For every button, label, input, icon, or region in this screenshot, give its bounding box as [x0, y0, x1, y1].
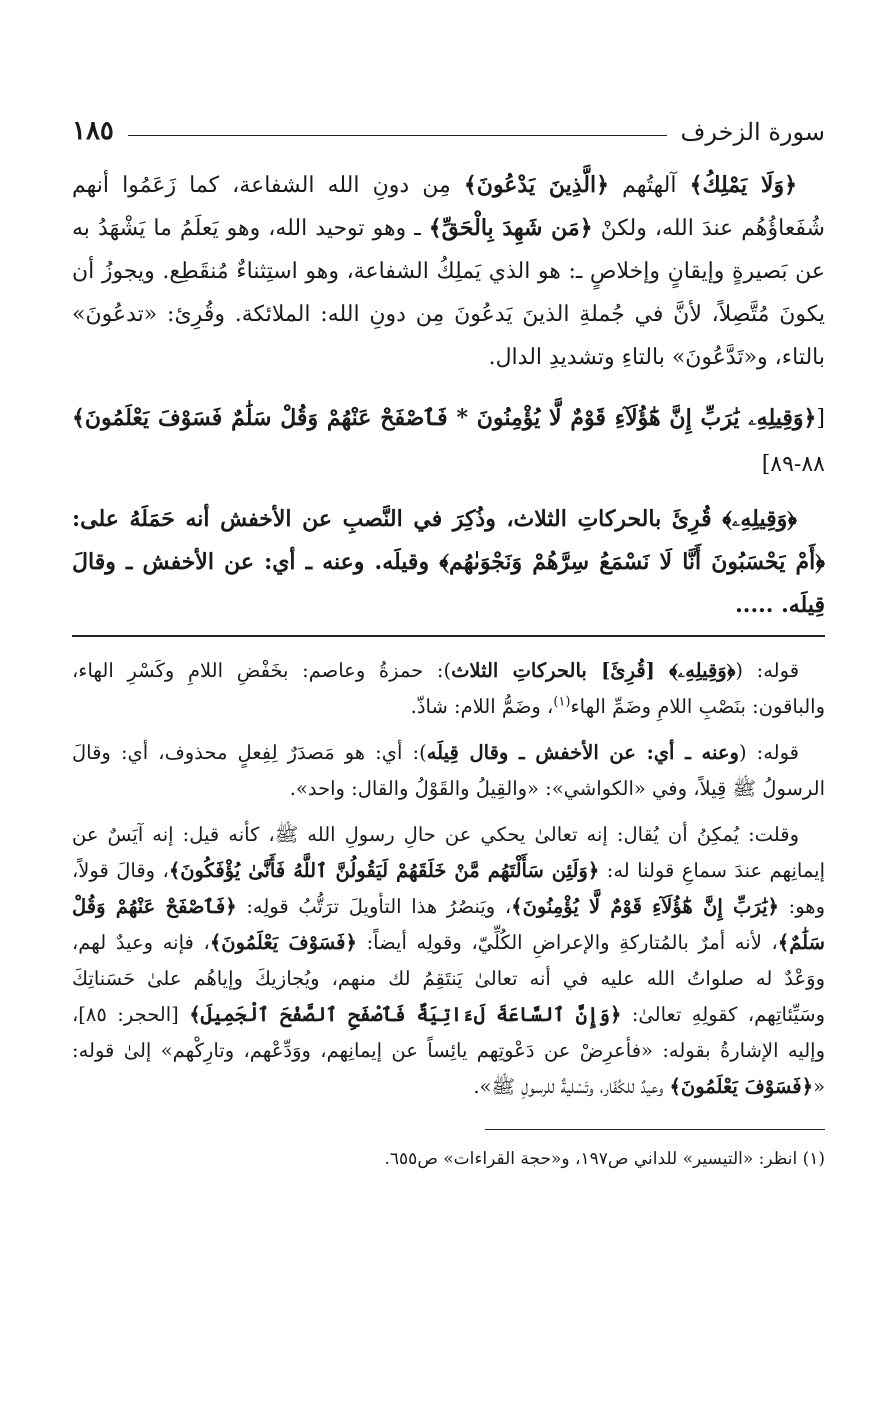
main-paragraph-1 [72, 164, 825, 379]
text-segment: وقيلَه. وعنه ـ أي: عن الأخفش ـ وقالَ قِيلَه. ..... [72, 549, 825, 618]
surah-title: سورة الزخرف [680, 118, 825, 146]
quran-verse: ﴿وَقِيلِهِۦ يَٰرَبِّ إِنَّ هَٰٓؤُلَآءِ قَوْمٌ لَّا يُؤْمِنُونَ * فَٱصْفَحْ عَنْهُمْ وَقُلْ سَلَٰمٌ فَسَوْفَ يَعْلَمُونَ﴾ [72, 405, 817, 431]
commentary [72, 653, 825, 1105]
book-page [72, 110, 825, 1367]
quran-verse: ﴿الَّذِينَ يَدْعُونَ﴾ [463, 172, 609, 198]
text-segment: ، فإنه وعيدٌ لهم، ووَعْدٌ له صلواتُ الله عليه في أنه تعالىٰ يَنتَقِمُ لك منهم، ويُجازيكَ وإياهُم علىٰ حَسَناتِكَ وسَيِّئاتِهم، كقولِهِ تعالىٰ: [72, 931, 826, 1026]
footnote-divider [485, 1129, 825, 1130]
footnotes [72, 1144, 825, 1174]
main-text [72, 164, 825, 379]
quran-verse: ﴿أَمْ يَحْسَبُونَ أَنَّا لَا نَسْمَعُ سِرَّهُمْ وَنَجْوَىٰهُم﴾ [439, 549, 825, 575]
quran-verse: ﴿فَسَوْفَ يَعْلَمُونَ﴾ [209, 931, 357, 954]
text-segment: [الحجر: ٨٥]، وإليه الإشارةُ بقوله: «فأعرِضْ عن دَعْوتِهم يائِساً عن إيمانِهم، ووَدِّعْهم، وتارِكْهم» إلىٰ قوله: « [72, 1003, 825, 1098]
quran-verse: ﴿وَلَا يَمْلِكُ﴾ [689, 172, 797, 198]
verse-bracket-open: [ [816, 406, 825, 431]
text-segment: وقلت: يُمكِنُ أن يُقال: إنه تعالىٰ يحكي عن حالِ رسولِ الله ﷺ، كأنه قيل: إنه آيَسٌ عن إيمانِهم عندَ سماعِ قولنا له: [72, 823, 825, 882]
text-segment: آلهتُهم [609, 173, 690, 198]
header-rule [128, 135, 667, 136]
text-segment: ): حمزةُ وعاصم: بخَفْضِ اللامِ وكَسْرِ الهاء، والباقون: بنَصْبِ اللامِ وضَمِّ الهاء [72, 659, 825, 718]
quran-verse: ﴿يَٰرَبِّ إِنَّ هَٰٓؤُلَآءِ قَوْمٌ لَّا يُؤْمِنُونَ﴾ [511, 895, 779, 918]
section-divider [72, 635, 825, 637]
footnote-1: (١) انظر: «التيسير» للداني ص١٩٧، و«حجة القراءات» ص٦٥٥. [384, 1149, 825, 1169]
text-segment: قوله: ( [735, 659, 800, 682]
text-segment: قوله: ( [738, 741, 799, 764]
footnote-reference[interactable]: (١) [553, 694, 571, 710]
verse-heading [72, 395, 825, 488]
quran-verse: ﴿فَسَوْفَ يَعْلَمُونَ﴾ [669, 1075, 814, 1098]
commentary-paragraph-2 [72, 735, 825, 807]
page-number: ١٨٥ [72, 116, 114, 146]
running-header [72, 110, 825, 146]
text-segment: ، ويَنصُرُ هذا التأويلَ ترَتُّبُ قولِه: [236, 895, 512, 918]
quran-verse: ﴿وَإِنَّ ٱلسَّاعَةَ لَءَاتِيَةٌ فَٱصْفَحِ ٱلصَّفْحَ ٱلْجَمِيلَ﴾ [189, 1003, 622, 1026]
commentary-paragraph-3 [72, 817, 825, 1105]
main-paragraph-2 [72, 498, 825, 627]
verse-reference: ٨٨-٨٩] [761, 452, 825, 477]
quran-verse: ﴿وَقِيلِهِۦ﴾ [722, 506, 797, 532]
text-segment: قُرِئَ بالحركاتِ الثلاث، وذُكِرَ في النَّصبِ عن الأخفش أنه حَمَلَهُ على: [72, 506, 723, 532]
text-segment: مِن دونِ الله الشفاعة، كما زَعَمُوا أنهم شُفَعاؤُهُم عندَ الله، ولكنْ [72, 173, 825, 241]
text-segment: ـ وهو توحيد الله، وهو يَعلَمُ ما يَشْهَدُ به عن بَصيرةٍ وإيقانٍ وإخلاصٍ ـ: هو الذي يَملِكُ الشفاعة، وهو استِثناءٌ مُنقَطِع. ويجوزُ أن يكونَ مُتَّصِلاً، لأنَّ في جُملةِ الذينَ يَدعُونَ مِن دونِ الله: الملائكة. وقُرِئ: «تدعُونَ» بالتاء، و«تَدَّعُونَ» بالتاءِ وتشديدِ الدال. [72, 216, 825, 370]
text-segment: ، وقالَ قولاً، وهو: [72, 859, 825, 918]
quoted-lemma: وعنه ـ أي: عن الأخفش ـ وقال قِيلَه [426, 741, 739, 764]
quran-verse: ﴿فَٱصْفَحْ عَنْهُمْ وَقُلْ سَلَٰمٌ﴾ [72, 895, 825, 954]
text-segment: ): أي: هو مَصدَرٌ لِفِعلٍ محذوف، أي: وقالَ الرسولُ ﷺ قِيلاً، وفي «الكواشي»: «والقِيلُ والقَوْلُ والقال: واحد». [72, 741, 825, 800]
commentary-paragraph-1 [72, 653, 825, 725]
text-segment: ، لأنه أمرٌ بالمُتاركةِ والإعراضِ الكُلِّيّ، وقولِه أيضاً: [356, 931, 778, 954]
main-text-tail [72, 498, 825, 627]
text-segment: وعيدٌ للكُفّار، وتَسْليةٌ للرسولِ ﷺ». [473, 1075, 670, 1098]
quran-verse: ﴿وَلَئِن سَأَلْتَهُم مَّنْ خَلَقَهُمْ لَيَقُولُنَّ ٱللَّهُ فَأَنَّىٰ يُؤْفَكُونَ﴾ [168, 859, 600, 882]
text-segment: ، وضَمُّ اللام: شاذّ. [410, 695, 554, 718]
quoted-lemma: ﴿وَقِيلِهِۦ﴾ [قُرِئَ] بالحركاتِ الثلاث [451, 659, 736, 682]
quran-verse: ﴿مَن شَهِدَ بِالْحَقِّ﴾ [428, 215, 593, 241]
